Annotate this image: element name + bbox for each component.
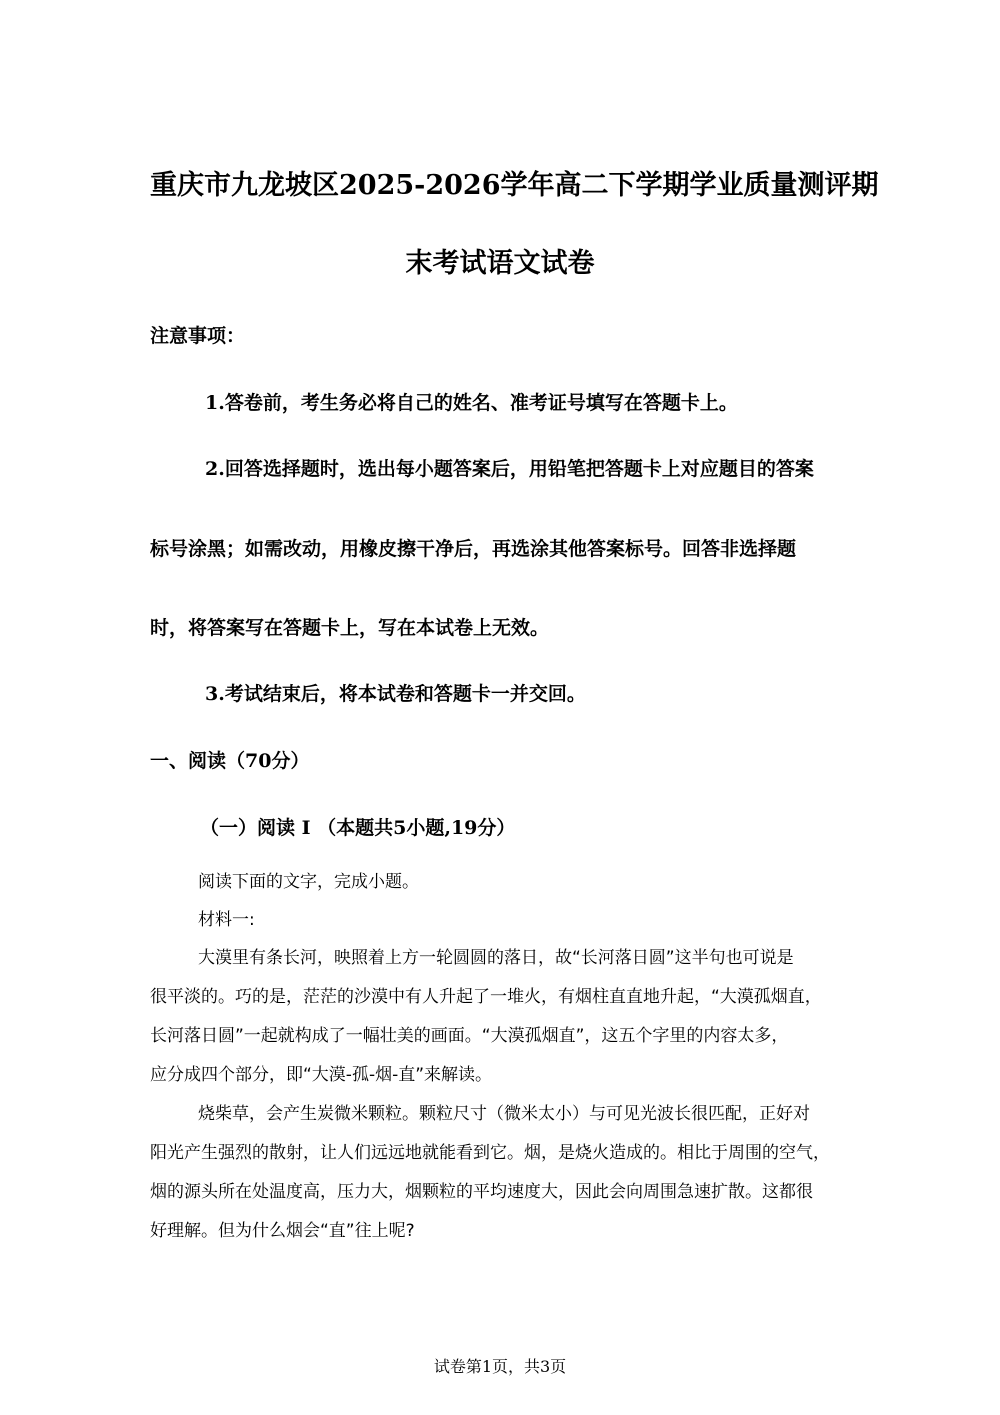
paragraph-2-line-3: 烟的源头所在处温度高，压力大，烟颗粒的平均速度大，因此会向周围急速扩散。这都很 bbox=[150, 1182, 813, 1202]
notice-item-3: 3.考试结束后，将本试卷和答题卡一并交回。 bbox=[205, 683, 586, 705]
paragraph-1-line-3: 长河落日圆”一起就构成了一幅壮美的画面。“大漠孤烟直”，这五个字里的内容太多， bbox=[150, 1026, 789, 1046]
paragraph-1-line-4: 应分成四个部分，即“大漠-孤-烟-直”来解读。 bbox=[150, 1065, 493, 1085]
material-label: 材料一: bbox=[198, 910, 255, 930]
title-line-1: 重庆市九龙坡区2025-2026学年高二下学期学业质量测评期 bbox=[150, 170, 879, 201]
notice-item-2-line-1: 2.回答选择题时，选出每小题答案后，用铅笔把答题卡上对应题目的答案 bbox=[205, 458, 814, 480]
notice-item-1: 1.答卷前，考生务必将自己的姓名、准考证号填写在答题卡上。 bbox=[205, 392, 738, 414]
title-line-2: 末考试语文试卷 bbox=[405, 248, 595, 279]
passage-instruction: 阅读下面的文字，完成小题。 bbox=[198, 872, 419, 892]
paragraph-2-line-4: 好理解。但为什么烟会“直”往上呢? bbox=[150, 1221, 415, 1241]
section-heading: 一、阅读（70分） bbox=[150, 750, 310, 772]
paragraph-1-line-1: 大漠里有条长河，映照着上方一轮圆圆的落日，故“长河落日圆”这半句也可说是 bbox=[198, 948, 794, 968]
paragraph-2-line-2: 阳光产生强烈的散射，让人们远远地就能看到它。烟，是烧火造成的。相比于周围的空气， bbox=[150, 1143, 830, 1163]
paragraph-2-line-1: 烧柴草，会产生炭微米颗粒。颗粒尺寸（微米太小）与可见光波长很匹配，正好对 bbox=[198, 1104, 810, 1124]
page-footer: 试卷第1页，共3页 bbox=[433, 1357, 567, 1376]
notice-heading: 注意事项： bbox=[150, 325, 246, 347]
paragraph-1-line-2: 很平淡的。巧的是，茫茫的沙漠中有人升起了一堆火，有烟柱直直地升起，“大漠孤烟直， bbox=[150, 987, 822, 1007]
section-subheading: （一）阅读 I （本题共5小题,19分） bbox=[200, 817, 516, 839]
notice-item-2-line-3: 时，将答案写在答题卡上，写在本试卷上无效。 bbox=[150, 617, 550, 639]
notice-item-2-line-2: 标号涂黑；如需改动，用橡皮擦干净后，再选涂其他答案标号。回答非选择题 bbox=[150, 538, 797, 560]
